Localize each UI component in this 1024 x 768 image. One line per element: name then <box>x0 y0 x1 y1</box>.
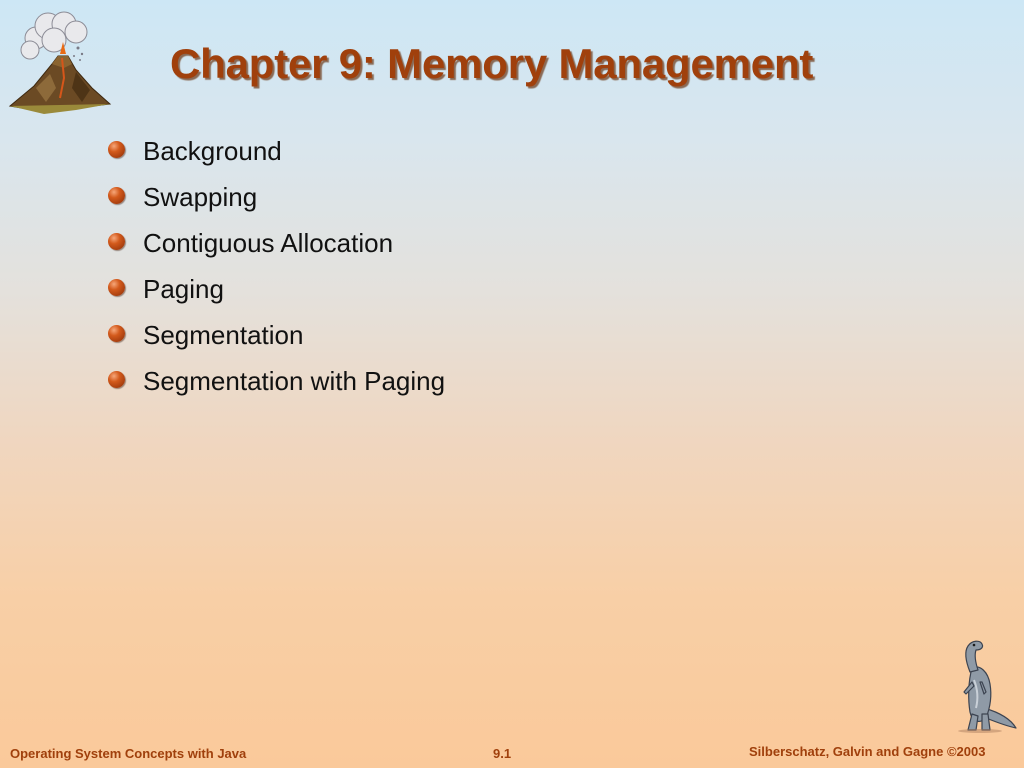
bullet-icon <box>108 233 125 250</box>
volcano-icon <box>6 8 114 114</box>
list-item <box>108 362 445 408</box>
list-item <box>108 224 445 270</box>
page-title: Chapter 9: Memory Management <box>170 40 814 87</box>
footer-book-title: Operating System Concepts with Java <box>10 746 247 761</box>
bullet-icon <box>108 279 125 296</box>
list-item-text: Background <box>143 136 282 166</box>
list-item-text: Segmentation with Paging <box>143 366 446 396</box>
list-item <box>108 178 445 224</box>
list-item <box>108 270 445 316</box>
bullet-icon <box>108 371 125 388</box>
bullet-list <box>108 132 445 408</box>
dinosaur-icon <box>950 638 1018 734</box>
list-item-text: Paging <box>143 274 224 304</box>
list-item-text: Segmentation <box>143 320 304 350</box>
footer-copyright: Silberschatz, Galvin and Gagne ©2003 <box>749 744 986 759</box>
list-item <box>108 132 445 178</box>
bullet-icon <box>108 325 125 342</box>
bullet-icon <box>108 187 125 204</box>
list-item-text: Contiguous Allocation <box>143 228 394 258</box>
bullet-icon <box>108 141 125 158</box>
footer-page-number: 9.1 <box>493 746 512 761</box>
list-item <box>108 316 445 362</box>
list-item-text: Swapping <box>143 182 258 212</box>
